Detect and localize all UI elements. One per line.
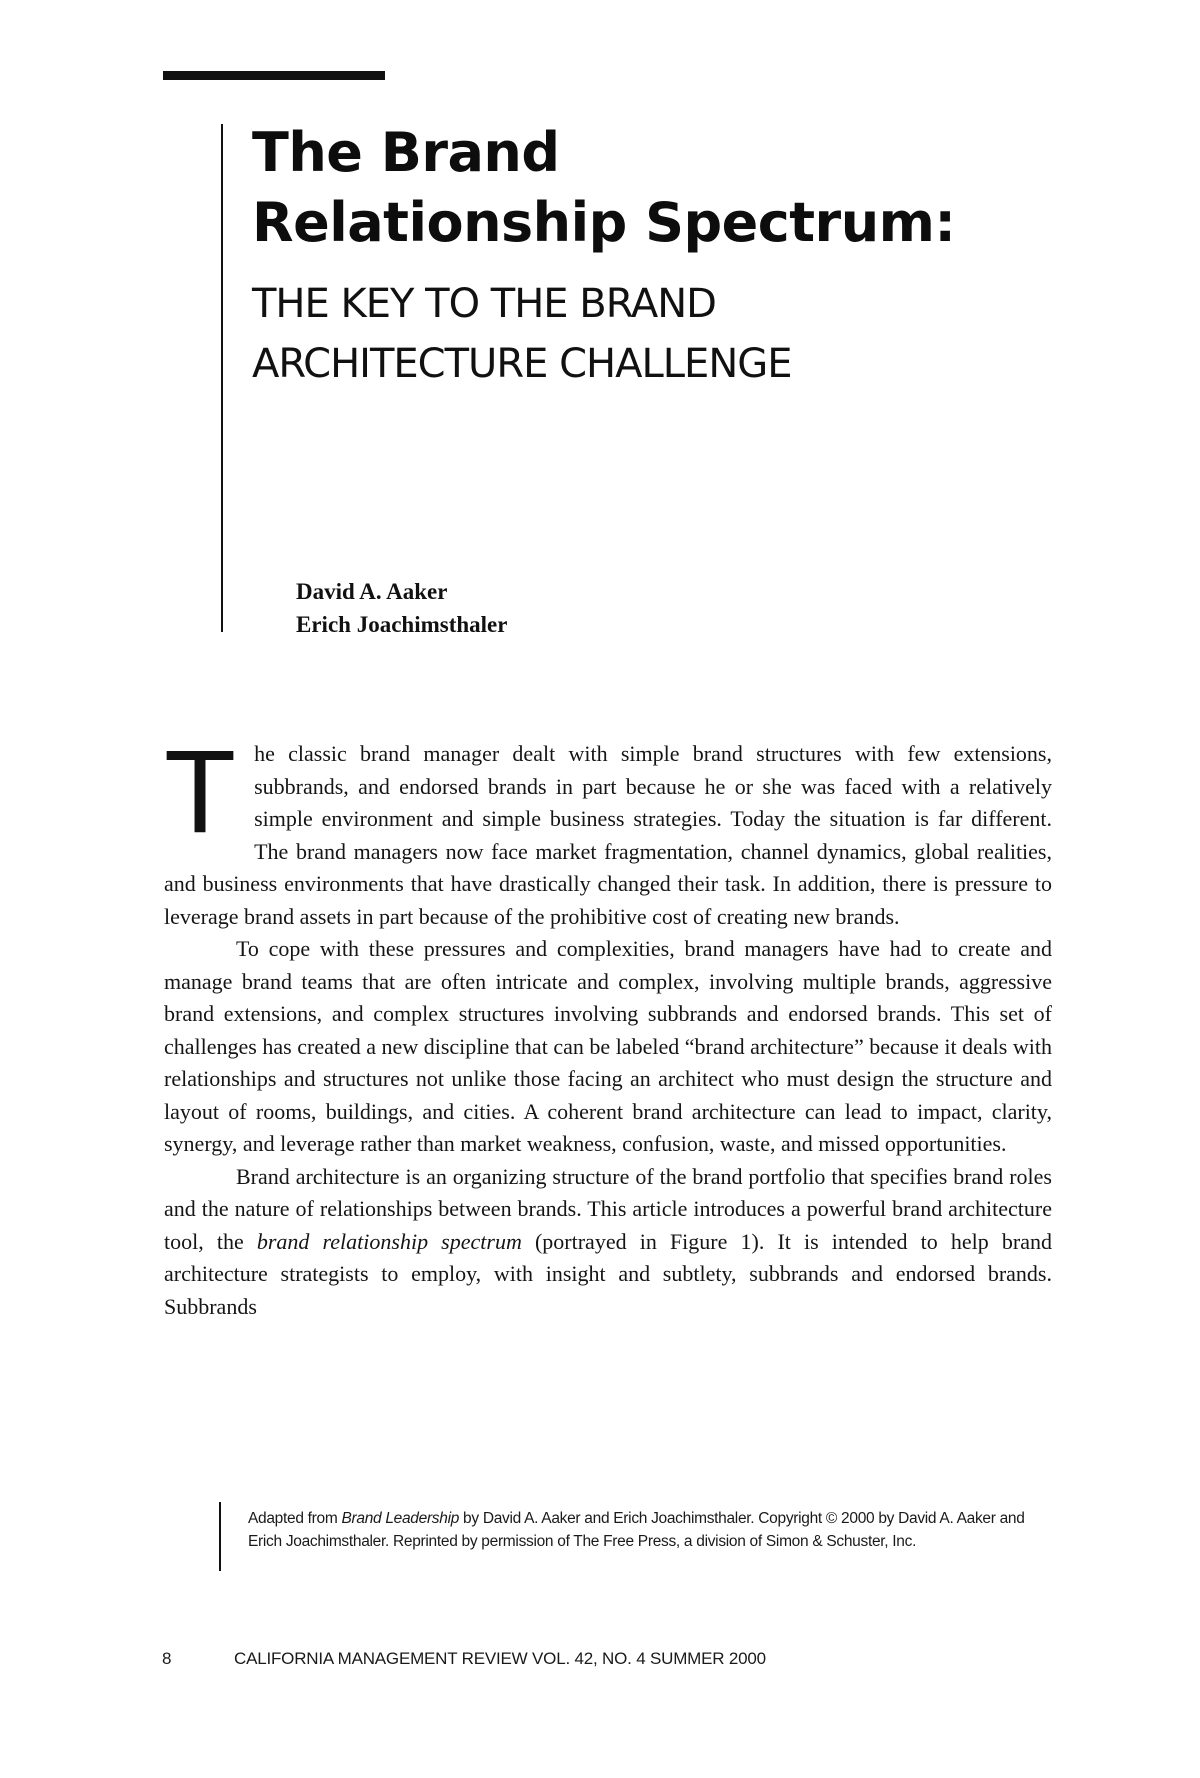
paragraph-3-emphasis: brand relationship spectrum: [256, 1228, 522, 1254]
author-name: David A. Aaker: [296, 579, 448, 604]
subtitle-line-1: THE KEY TO THE BRAND: [252, 281, 716, 327]
paragraph-1-text: he classic brand manager dealt with simple brand structures with few extensions, subbrands, and endorsed brands in part because he or she was faced with a relatively simple environment and simple business strategies. Today the situation is far different. The brand managers now face market fragmentation, channel dynamics, global realities, and business environments that have drastically changed their task. In addition, there is pressure to leverage brand assets in part because of the prohibitive cost of creating new brands.: [164, 741, 1052, 929]
article-title: [252, 118, 956, 258]
title-side-rule: [221, 124, 223, 632]
footnote-book-title: Brand Leadership: [341, 1510, 460, 1527]
footnote-text-end: by David A. Aaker and Erich Joachimsthaler. Copyright © 2000 by David A. Aaker and Erich Joachimsthaler. Reprinted by permission of The Free Press, a division of Simon & Schuster, Inc.: [248, 1510, 1025, 1550]
paragraph-3-text-start: Brand architecture is an organizing structure of the brand portfolio that specifies brand roles and the nature of relationships between brands. This article introduces a powerful brand architecture tool, the: [164, 1163, 1052, 1254]
author-name: Erich Joachimsthaler: [296, 612, 508, 637]
subtitle-line-2: ARCHITECTURE CHALLENGE: [252, 341, 792, 387]
copyright-footnote: [248, 1507, 1048, 1553]
top-rule: [163, 71, 385, 80]
paragraph-3-text-end: (portrayed in Figure 1). It is intended to help brand architecture strategists to employ, with insight and subtlety, subbrands and endorsed brands. Subbrands: [164, 1228, 1053, 1319]
drop-cap: T: [164, 726, 237, 858]
body-paragraph-3: [164, 1161, 1052, 1324]
page-number: 8: [162, 1649, 172, 1668]
journal-citation: CALIFORNIA MANAGEMENT REVIEW VOL. 42, NO. 4 SUMMER 2000: [234, 1649, 766, 1668]
body-paragraph-2: To cope with these pressures and complexities, brand managers have had to create and manage brand teams that are often intricate and complex, involving multiple brands, aggressive brand extensions, and complex structures involving subbrands and endorsed brands. This set of challenges has created a new discipline that can be labeled “brand architecture” because it deals with relationships and structures not unlike those facing an architect who must design the structure and layout of rooms, buildings, and cities. A coherent brand architecture can lead to impact, clarity, synergy, and leverage rather than market weakness, confusion, waste, and missed opportunities.: [164, 936, 1052, 1156]
footnote-rule: [219, 1502, 221, 1571]
body-paragraph-1: [164, 726, 1052, 933]
title-line-2: Relationship Spectrum:: [252, 191, 956, 254]
article-subtitle: [252, 274, 792, 394]
title-line-1: The Brand: [252, 121, 560, 184]
author-list: [296, 575, 507, 641]
article-body: [164, 726, 1053, 1323]
footnote-text-start: Adapted from: [248, 1510, 342, 1527]
